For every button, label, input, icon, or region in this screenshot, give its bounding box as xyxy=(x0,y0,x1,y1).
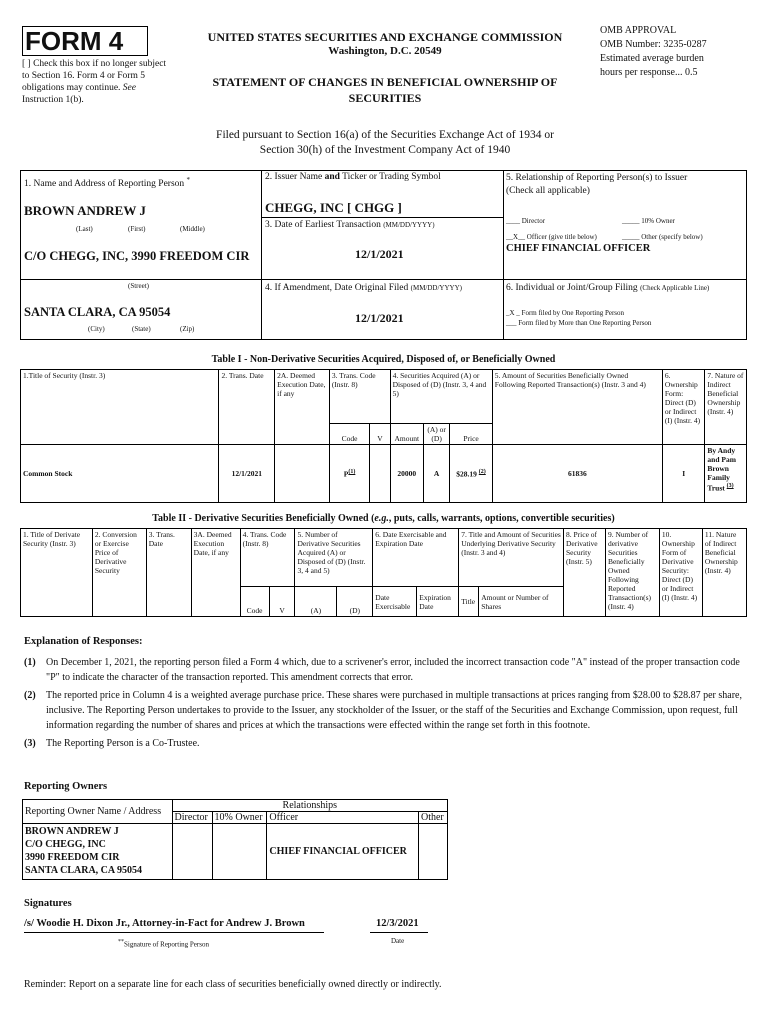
reminder: Reminder: Report on a separate line for each class of securities beneficially owned directly or indirectly. xyxy=(24,979,442,990)
t1-h2: 2. Trans. Date xyxy=(219,370,275,445)
form-title: FORM 4 xyxy=(25,26,124,56)
owners-heading: Reporting Owners xyxy=(24,781,108,792)
statement-title: STATEMENT OF CHANGES IN BENEFICIAL OWNERSHIP OF SECURITIES xyxy=(212,75,558,105)
t1-h2a: 2A. Deemed Execution Date, if any xyxy=(275,370,330,445)
t2-h7: 7. Title and Amount of Securities Underlying Derivative Security (Instr. 3 and 4) xyxy=(459,529,564,587)
date-label: Date xyxy=(391,937,405,945)
box5-label: 5. Relationship of Reporting Person(s) to Issuer (Check all applicable) xyxy=(506,173,688,196)
t2-h2: 2. Conversion or Exercise Price of Derivative Security xyxy=(92,529,146,617)
ten-pct-checkbox: _____ 10% Owner xyxy=(622,217,675,225)
t2-h6: 6. Date Exercisable and Expiration Date xyxy=(373,529,459,587)
table2-title: Table II - Derivative Securities Beneficially Owned (e.g., puts, calls, warrants, options, convertible securities) xyxy=(152,513,615,524)
owner-officer-title: CHIEF FINANCIAL OFFICER xyxy=(267,824,419,880)
officer-checkbox: __X__ Officer (give title below) xyxy=(506,233,597,241)
t2-h1: 1. Title of Derivate Security (Instr. 3) xyxy=(21,529,93,617)
price: $28.19 $^{(2)}$ xyxy=(450,445,493,503)
relationships-header: Relationships xyxy=(172,800,447,812)
t1-h3: 3. Trans. Code (Instr. 8) xyxy=(329,370,390,424)
t1-h1: 1.Title of Security (Instr. 3) xyxy=(21,370,219,445)
box4-label: 4. If Amendment, Date Original Filed (MM/DD/YYYY) xyxy=(265,283,462,293)
filed-by-one: _X _ Form filed by One Reporting Person xyxy=(506,309,625,317)
t2-h3a: 3A. Deemed Execution Date, if any xyxy=(191,529,240,617)
reporting-person-name: BROWN ANDREW J xyxy=(24,203,146,218)
t1-h5: 5. Amount of Securities Beneficially Owned Following Reported Transaction(s) (Instr. 3 and 4) xyxy=(492,370,662,445)
nature-of-ownership: By Andy and Pam Brown Family Trust $^{(3)}$ xyxy=(705,445,747,503)
amendment-date: 12/1/2021 xyxy=(355,311,404,325)
table-row xyxy=(21,445,747,503)
t2-h8: 8. Price of Derivative Security (Instr. 5) xyxy=(563,529,605,617)
t1-h6: 6. Ownership Form: Direct (D) or Indirect (I) (Instr. 4) xyxy=(662,370,705,445)
agency-name: UNITED STATES SECURITIES AND EXCHANGE COMMISSION xyxy=(207,30,563,44)
amount-owned: 61836 xyxy=(492,445,662,503)
footnote-1: (1) On December 1, 2021, the reporting person filed a Form 4 which, due to a scrivener's error, included the incorrect transaction code "A" instead of the proper transaction code "P" to indicate the character of the transaction reported. This amendment corrects that error. xyxy=(24,657,740,683)
table1: 1.Title of Security (Instr. 3) 2. Trans. Date 2A. Deemed Execution Date, if any 3. Trans. Code (Instr. 8) 4. Securities Acquired (A) or Disposed of (D) (Instr. 3, 4 and 5) 5. Amount of Securities Beneficially Owned Following Reported Transaction(s) (Instr. 3 and 4) 6. Ownership Form: Direct (D) or Indirect (I) (Instr. 4) 7. Nature of Indirect Beneficial Ownership (Instr. 4) Code V Amount (A) or (D) Price Common Stock 12/1/2021 $P^{(1)}$ 20000 A $28.19 $^{(2)}$ 61836 I By Andy and Pam Brown Family Trust $^{(3)}$ xyxy=(20,369,747,503)
t1-h7: 7. Nature of Indirect Beneficial Ownership (Instr. 4) xyxy=(705,370,747,445)
box6-label: 6. Individual or Joint/Group Filing (Check Applicable Line) xyxy=(506,283,710,293)
footnote-3: (3) The Reporting Person is a Co-Trustee. xyxy=(24,738,200,749)
reporting-person-street: C/O CHEGG, INC, 3990 FREEDOM CIR xyxy=(24,249,250,263)
t1-h4: 4. Securities Acquired (A) or Disposed of (D) (Instr. 3, 4 and 5) xyxy=(390,370,492,424)
t2-h5: 5. Number of Derivative Securities Acquired (A) or Disposed of (D) (Instr. 3, 4 and 5) xyxy=(295,529,373,587)
t2-h3: 3. Trans. Date xyxy=(146,529,191,617)
owners-table: Reporting Owner Name / Address Relationships Director 10% Owner Officer Other BROWN ANDREW J C/O CHEGG, INC 3990 FREEDOM CIR SANTA CLARA, CA 95054 CHIEF FINANCIAL OFFICER xyxy=(22,799,448,880)
table-row xyxy=(23,824,448,880)
footnotes xyxy=(24,655,744,751)
t2-h9: 9. Number of derivative Securities Beneficially Owned Following Reported Transaction(s) (Instr. 4) xyxy=(605,529,659,617)
agency-city: Washington, D.C. 20549 xyxy=(328,45,442,57)
box3-label: 3. Date of Earliest Transaction (MM/DD/YYYY) xyxy=(265,220,435,230)
t2-h11: 11. Nature of Indirect Beneficial Ownership (Instr. 4) xyxy=(702,529,746,617)
footnote-2: (2) The reported price in Column 4 is a weighted average purchase price. These shares were purchased in multiple transactions at prices ranging from $28.00 to $28.87 per share, inclusive. The Reporting Person undertakes to provide to the Issuer, any stockholder of the Issuer, or the staff of the Securities and Exchange Commission, upon request, full information regarding the number of shares and prices at which the transactions were effected within the range set forth in this footnote. xyxy=(24,690,742,731)
box1-label: 1. Name and Address of Reporting Person * xyxy=(24,176,191,190)
acquired-disposed: A xyxy=(423,445,449,503)
owner-name-header: Reporting Owner Name / Address xyxy=(23,800,173,824)
trans-date: 12/1/2021 xyxy=(219,445,275,503)
officer-title: CHIEF FINANCIAL OFFICER xyxy=(506,243,651,254)
director-checkbox: ____ Director xyxy=(506,217,546,225)
omb-approval: OMB APPROVAL OMB Number: 3235-0287 Estimated average burden hours per response... 0.5 xyxy=(600,25,707,78)
box2-label: 2. Issuer Name and Ticker or Trading Symbol xyxy=(265,172,441,182)
filed-by-more: ___ Form filed by More than One Reporting Person xyxy=(506,319,652,327)
t2-h10: 10. Ownership Form of Derivative Security: Direct (D) or Indirect (I) (Instr. 4) xyxy=(659,529,702,617)
issuer-name: CHEGG, INC [ CHGG ] xyxy=(265,200,402,215)
form-title-box xyxy=(22,26,148,56)
reporting-person-city: SANTA CLARA, CA 95054 xyxy=(24,305,171,319)
other-checkbox: _____ Other (specify below) xyxy=(622,233,703,241)
signature: /s/ Woodie H. Dixon Jr., Attorney-in-Fact for Andrew J. Brown xyxy=(24,918,305,929)
signature-date: 12/3/2021 xyxy=(376,918,419,929)
filed-pursuant: Filed pursuant to Section 16(a) of the Securities Exchange Act of 1934 or Section 30(h) of the Investment Company Act of 1940 xyxy=(216,129,554,156)
amount: 20000 xyxy=(390,445,423,503)
t2-h4: 4. Trans. Code (Instr. 8) xyxy=(240,529,295,587)
owner-address: BROWN ANDREW J C/O CHEGG, INC 3990 FREEDOM CIR SANTA CLARA, CA 95054 xyxy=(23,824,173,880)
explanation-heading: Explanation of Responses: xyxy=(24,636,143,647)
no-longer-subject-note: [ ] Check this box if no longer subject to Section 16. Form 4 or Form 5 obligations may continue. See Instruction 1(b). xyxy=(22,59,167,105)
signature-label: **Signature of Reporting Person xyxy=(118,939,209,949)
table1-title: Table I - Non-Derivative Securities Acquired, Disposed of, or Beneficially Owned xyxy=(211,354,556,365)
signatures-heading: Signatures xyxy=(24,898,72,909)
security-title: Common Stock xyxy=(21,445,219,503)
ownership-form: I xyxy=(662,445,705,503)
earliest-transaction-date: 12/1/2021 xyxy=(355,247,404,261)
table2: 1. Title of Derivate Security (Instr. 3) 2. Conversion or Exercise Price of Derivative Security 3. Trans. Date 3A. Deemed Execution Date, if any 4. Trans. Code (Instr. 8) 5. Number of Derivative Securities Acquired (A) or Disposed of (D) (Instr. 3, 4 and 5) 6. Date Exercisable and Expiration Date 7. Title and Amount of Securities Underlying Derivative Security (Instr. 3 and 4) 8. Price of Derivative Security (Instr. 5) 9. Number of derivative Securities Beneficially Owned Following Reported Transaction(s) (Instr. 4) 10. Ownership Form of Derivative Security: Direct (D) or Indirect (I) (Instr. 4) 11. Nature of Indirect Beneficial Ownership (Instr. 4) Code V (A) (D) Date Exercisable Expiration Date Title Amount or Number of Shares xyxy=(20,528,747,617)
trans-code: $P^{(1)}$ xyxy=(329,445,370,503)
